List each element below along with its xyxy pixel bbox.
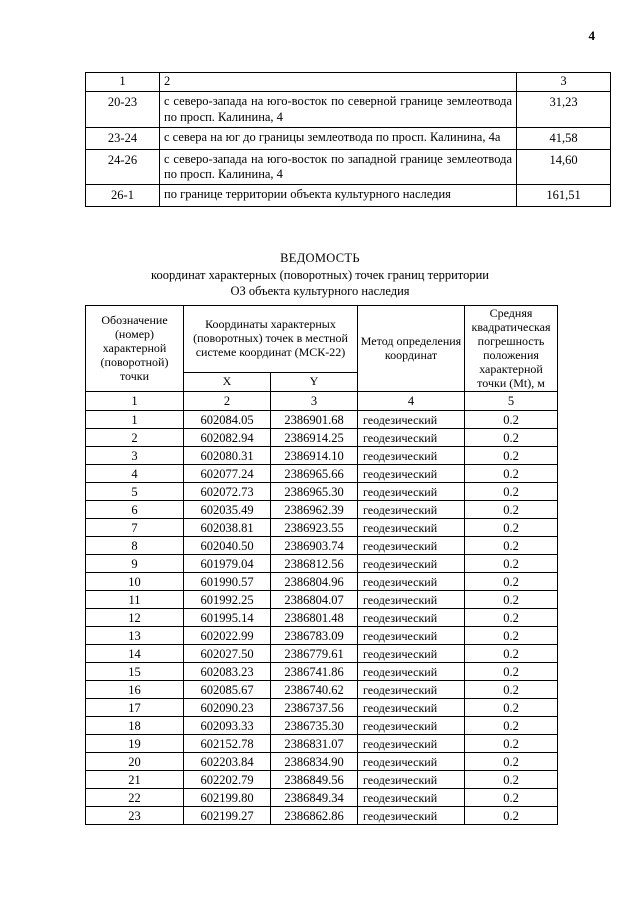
coordinate-x: 601979.04: [184, 555, 271, 573]
determination-method: геодезический: [358, 663, 465, 681]
determination-method: геодезический: [358, 645, 465, 663]
point-number: 10: [86, 573, 184, 591]
coordinate-y: 2386914.25: [271, 429, 358, 447]
coordinate-y: 2386804.07: [271, 591, 358, 609]
coordinate-x: 602199.27: [184, 807, 271, 825]
table-row: [86, 483, 558, 501]
coordinate-y: 2386804.96: [271, 573, 358, 591]
point-number: 15: [86, 663, 184, 681]
segment-id: 24-26: [86, 149, 160, 185]
coordinate-y: 2386965.66: [271, 465, 358, 483]
column-number-1: 1: [86, 392, 184, 411]
segment-id: 20-23: [86, 92, 160, 128]
coordinate-x: 602040.50: [184, 537, 271, 555]
table-row: [86, 537, 558, 555]
determination-method: геодезический: [358, 717, 465, 735]
page-number: 4: [588, 28, 595, 43]
column-header-1: 1: [86, 73, 160, 92]
determination-method: геодезический: [358, 411, 465, 429]
table-row: [86, 519, 558, 537]
column-number-3: 3: [271, 392, 358, 411]
coordinate-x: 602038.81: [184, 519, 271, 537]
point-number: 6: [86, 501, 184, 519]
table-header-row: [86, 306, 558, 373]
point-number: 16: [86, 681, 184, 699]
determination-method: геодезический: [358, 573, 465, 591]
segment-id: 26-1: [86, 185, 160, 206]
segment-length: 161,51: [517, 185, 611, 206]
document-title-block: [0, 250, 640, 300]
table-row: [86, 149, 611, 185]
point-number: 21: [86, 771, 184, 789]
table-row: [86, 573, 558, 591]
mean-square-error: 0.2: [465, 483, 558, 501]
determination-method: геодезический: [358, 447, 465, 465]
column-number-5: 5: [465, 392, 558, 411]
title-line-2: координат характерных (поворотных) точек границ территории: [151, 267, 489, 282]
column-header-2: 2: [160, 73, 517, 92]
coordinates-table-body: [86, 411, 558, 825]
title-line-3: ОЗ объекта культурного наследия: [230, 284, 410, 299]
determination-method: геодезический: [358, 771, 465, 789]
coordinate-y: 2386914.10: [271, 447, 358, 465]
table-row: [86, 92, 611, 128]
mean-square-error: 0.2: [465, 681, 558, 699]
point-number: 9: [86, 555, 184, 573]
coordinate-x: 602035.49: [184, 501, 271, 519]
determination-method: геодезический: [358, 609, 465, 627]
coordinate-x: 602093.33: [184, 717, 271, 735]
column-header-method: Метод определения координат: [358, 306, 465, 392]
table-header-row: [86, 73, 611, 92]
column-header-y: Y: [271, 373, 358, 392]
table-row: [86, 128, 611, 149]
coordinate-x: 602085.67: [184, 681, 271, 699]
mean-square-error: 0.2: [465, 807, 558, 825]
column-number-2: 2: [184, 392, 271, 411]
mean-square-error: 0.2: [465, 645, 558, 663]
table-row: [86, 681, 558, 699]
table-row: [86, 555, 558, 573]
coordinate-x: 602072.73: [184, 483, 271, 501]
coordinate-y: 2386962.39: [271, 501, 358, 519]
mean-square-error: 0.2: [465, 609, 558, 627]
coordinate-x: 602199.80: [184, 789, 271, 807]
coordinate-x: 602083.23: [184, 663, 271, 681]
table-row: [86, 789, 558, 807]
table-row: [86, 627, 558, 645]
segment-description: с севера на юг до границы землеотвода по просп. Калинина, 4а: [160, 128, 517, 149]
table-row: [86, 735, 558, 753]
mean-square-error: 0.2: [465, 789, 558, 807]
determination-method: геодезический: [358, 537, 465, 555]
table-row: [86, 771, 558, 789]
coordinate-y: 2386801.48: [271, 609, 358, 627]
coordinate-x: 602080.31: [184, 447, 271, 465]
table-numbering-row: [86, 392, 558, 411]
coordinate-x: 602022.99: [184, 627, 271, 645]
point-number: 22: [86, 789, 184, 807]
mean-square-error: 0.2: [465, 663, 558, 681]
coordinate-x: 602152.78: [184, 735, 271, 753]
determination-method: геодезический: [358, 591, 465, 609]
table-row: [86, 447, 558, 465]
table-row: [86, 645, 558, 663]
point-number: 2: [86, 429, 184, 447]
coordinate-y: 2386737.56: [271, 699, 358, 717]
point-number: 20: [86, 753, 184, 771]
mean-square-error: 0.2: [465, 735, 558, 753]
coordinates-table: [85, 305, 558, 825]
mean-square-error: 0.2: [465, 555, 558, 573]
table-row: [86, 501, 558, 519]
table-row: [86, 753, 558, 771]
determination-method: геодезический: [358, 501, 465, 519]
coordinate-x: 602082.94: [184, 429, 271, 447]
determination-method: геодезический: [358, 519, 465, 537]
coordinate-y: 2386783.09: [271, 627, 358, 645]
coordinate-x: 602090.23: [184, 699, 271, 717]
table-row: [86, 591, 558, 609]
coordinate-y: 2386834.90: [271, 753, 358, 771]
mean-square-error: 0.2: [465, 447, 558, 465]
point-number: 14: [86, 645, 184, 663]
column-number-4: 4: [358, 392, 465, 411]
coordinate-x: 601995.14: [184, 609, 271, 627]
determination-method: геодезический: [358, 807, 465, 825]
determination-method: геодезический: [358, 735, 465, 753]
determination-method: геодезический: [358, 681, 465, 699]
determination-method: геодезический: [358, 465, 465, 483]
coordinate-x: 602202.79: [184, 771, 271, 789]
point-number: 13: [86, 627, 184, 645]
mean-square-error: 0.2: [465, 429, 558, 447]
mean-square-error: 0.2: [465, 591, 558, 609]
point-number: 8: [86, 537, 184, 555]
coordinate-y: 2386741.86: [271, 663, 358, 681]
coordinate-x: 602084.05: [184, 411, 271, 429]
table-row: [86, 465, 558, 483]
point-number: 17: [86, 699, 184, 717]
determination-method: геодезический: [358, 789, 465, 807]
determination-method: геодезический: [358, 627, 465, 645]
segment-id: 23-24: [86, 128, 160, 149]
table-row: [86, 185, 611, 206]
coordinate-y: 2386735.30: [271, 717, 358, 735]
column-header-coordinates-group: Координаты характерных (поворотных) точек в местной системе координат (МСК-22): [184, 306, 358, 373]
coordinate-y: 2386831.07: [271, 735, 358, 753]
coordinate-y: 2386779.61: [271, 645, 358, 663]
table-row: [86, 429, 558, 447]
table-row: [86, 609, 558, 627]
boundary-segments-table: [85, 72, 611, 207]
column-header-mean-error: Средняя квадратическая погрешность положения характерной точки (Mt), м: [465, 306, 558, 392]
title-line-1: ВЕДОМОСТЬ: [280, 251, 360, 265]
coordinate-y: 2386903.74: [271, 537, 358, 555]
coordinate-y: 2386965.30: [271, 483, 358, 501]
segment-description: по границе территории объекта культурного наследия: [160, 185, 517, 206]
coordinate-y: 2386849.34: [271, 789, 358, 807]
table-row: [86, 411, 558, 429]
segment-length: 41,58: [517, 128, 611, 149]
point-number: 1: [86, 411, 184, 429]
mean-square-error: 0.2: [465, 627, 558, 645]
mean-square-error: 0.2: [465, 519, 558, 537]
mean-square-error: 0.2: [465, 753, 558, 771]
coordinate-y: 2386812.56: [271, 555, 358, 573]
mean-square-error: 0.2: [465, 573, 558, 591]
determination-method: геодезический: [358, 429, 465, 447]
mean-square-error: 0.2: [465, 771, 558, 789]
point-number: 23: [86, 807, 184, 825]
coordinate-x: 601992.25: [184, 591, 271, 609]
table-row: [86, 807, 558, 825]
coordinate-x: 602203.84: [184, 753, 271, 771]
coordinate-y: 2386740.62: [271, 681, 358, 699]
determination-method: геодезический: [358, 483, 465, 501]
determination-method: геодезический: [358, 555, 465, 573]
point-number: 11: [86, 591, 184, 609]
segment-description: с северо-запада на юго-восток по западной границе землеотвода по просп. Калинина, 4: [160, 149, 517, 185]
point-number: 5: [86, 483, 184, 501]
segment-length: 14,60: [517, 149, 611, 185]
point-number: 18: [86, 717, 184, 735]
segment-length: 31,23: [517, 92, 611, 128]
determination-method: геодезический: [358, 699, 465, 717]
coordinate-y: 2386849.56: [271, 771, 358, 789]
coordinate-y: 2386901.68: [271, 411, 358, 429]
point-number: 4: [86, 465, 184, 483]
point-number: 12: [86, 609, 184, 627]
determination-method: геодезический: [358, 753, 465, 771]
coordinate-y: 2386862.86: [271, 807, 358, 825]
column-header-3: 3: [517, 73, 611, 92]
table-row: [86, 717, 558, 735]
coordinate-x: 602027.50: [184, 645, 271, 663]
mean-square-error: 0.2: [465, 699, 558, 717]
segment-description: с северо-запада на юго-восток по северной границе землеотвода по просп. Калинина, 4: [160, 92, 517, 128]
coordinate-x: 602077.24: [184, 465, 271, 483]
point-number: 7: [86, 519, 184, 537]
table-row: [86, 663, 558, 681]
column-header-point-number: Обозначение (номер) характерной (поворотной) точки: [86, 306, 184, 392]
coordinate-y: 2386923.55: [271, 519, 358, 537]
mean-square-error: 0.2: [465, 465, 558, 483]
point-number: 19: [86, 735, 184, 753]
mean-square-error: 0.2: [465, 411, 558, 429]
mean-square-error: 0.2: [465, 537, 558, 555]
column-header-x: X: [184, 373, 271, 392]
point-number: 3: [86, 447, 184, 465]
table-row: [86, 699, 558, 717]
mean-square-error: 0.2: [465, 717, 558, 735]
mean-square-error: 0.2: [465, 501, 558, 519]
coordinate-x: 601990.57: [184, 573, 271, 591]
